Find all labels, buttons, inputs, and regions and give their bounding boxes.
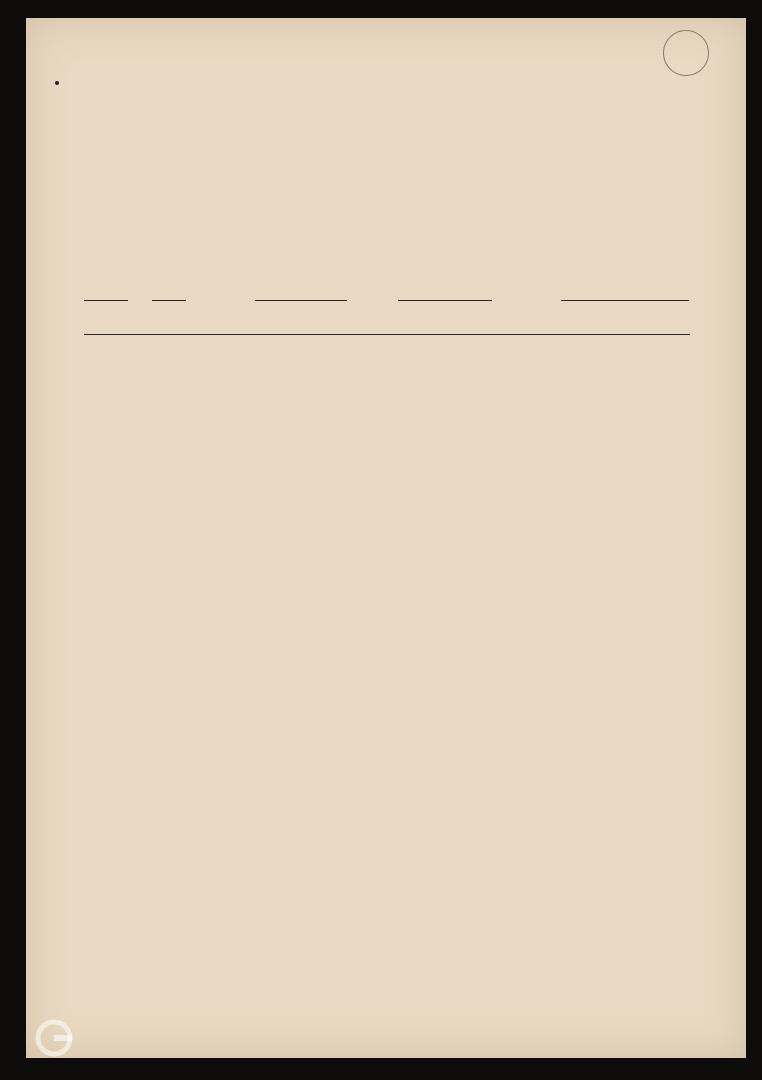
column-rule [561,300,689,301]
column-rule [398,300,492,301]
document-page [26,18,746,1058]
table-divider [84,334,690,335]
gramsci-g-logo [34,1018,74,1058]
column-rule [84,300,128,301]
column-rule [152,300,186,301]
punch-mark [55,81,59,85]
column-rule [255,300,347,301]
